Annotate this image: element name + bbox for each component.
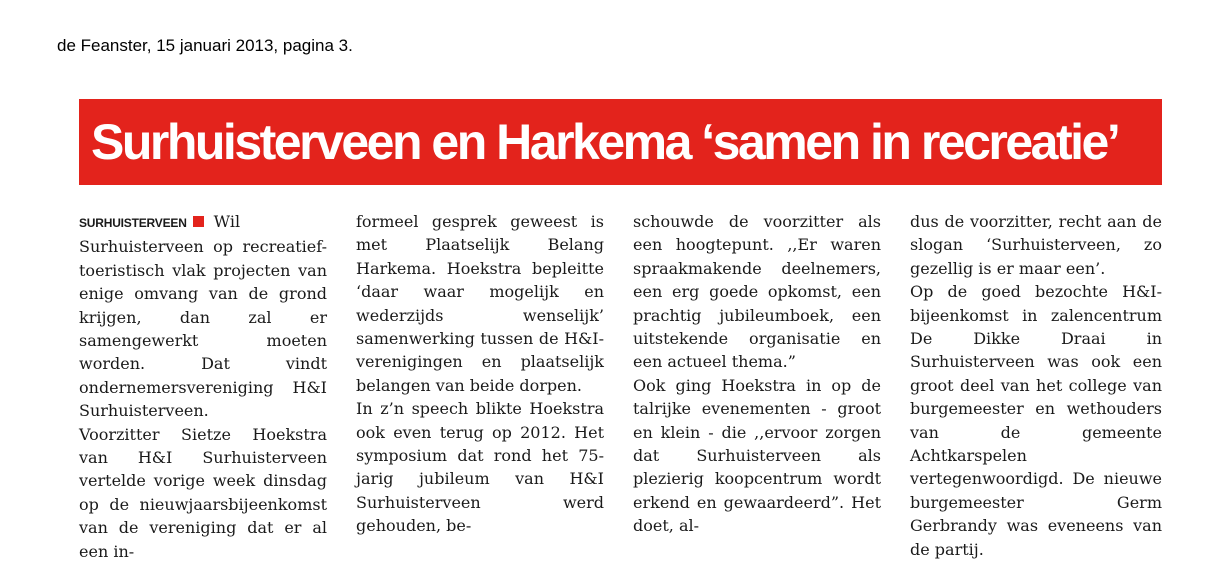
article-column-1 (79, 210, 327, 563)
source-line: de Feanster, 15 januari 2013, pagina 3. (57, 36, 353, 55)
article-paragraph: Ook ging Hoekstra in op de talrijke evenementen - groot en klein - die ,,ervoor zorgen dat Surhuisterveen als plezierig koopcentrum wordt erkend en gewaardeerd”. Het doet, al- (633, 375, 881, 536)
square-bullet-icon (193, 216, 204, 227)
article-paragraph: Voorzitter Sietze Hoekstra van H&I Surhuisterveen vertelde vorige week dinsdag op de nieuwjaarsbijeenkomst van de vereniging dat er al een in- (79, 424, 327, 561)
article-paragraph (79, 210, 327, 423)
article-column-2 (356, 210, 604, 538)
article-paragraph: Op de goed bezochte H&I-bijeenkomst in zalencentrum De Dikke Draai in Surhuisterveen was ook een groot deel van het college van burgemeester en wethouders van de gemeente Achtkarspelen vertegenwoordigd. De nieuwe burgemeester Germ Gerbrandy was eveneens van de partij. (910, 282, 1162, 559)
article-paragraph: formeel gesprek geweest is met Plaatselijk Belang Harkema. Hoekstra bepleitte ‘daar waar mogelijk en wederzijds wenselijk’ samenwerking tussen de H&I-verenigingen en plaatselijk belangen van beide dorpen. (356, 212, 604, 395)
article-paragraph: schouwde de voorzitter als een hoogtepunt. ,,Er waren spraakmakende deelnemers, een erg goede opkomst, een prachtig jubileumboek, een uitstekende organisatie en een actueel thema.” (633, 212, 881, 372)
article-paragraph: In z’n speech blikte Hoekstra ook even terug op 2012. Het symposium dat rond het 75-jarig jubileum van H&I Surhuisterveen werd gehouden, be- (356, 399, 604, 536)
paragraph-text: Wil Surhuisterveen op recreatief-toeristisch vlak projecten van enige omvang van de grond krijgen, dan zal er samengewerkt moeten worden. Dat vindt ondernemersvereniging H&I Surhuisterveen. (79, 212, 327, 421)
article-column-3 (633, 210, 881, 538)
headline-banner (79, 99, 1162, 185)
headline: Surhuisterveen en Harkema ‘samen in recreatie’ (91, 114, 1119, 170)
article-paragraph: dus de voorzitter, recht aan de slogan ‘Surhuisterveen, zo gezellig is er maar een’. (910, 212, 1162, 278)
article-column-4 (910, 210, 1162, 561)
dateline: SURHUISTERVEEN (79, 216, 187, 230)
